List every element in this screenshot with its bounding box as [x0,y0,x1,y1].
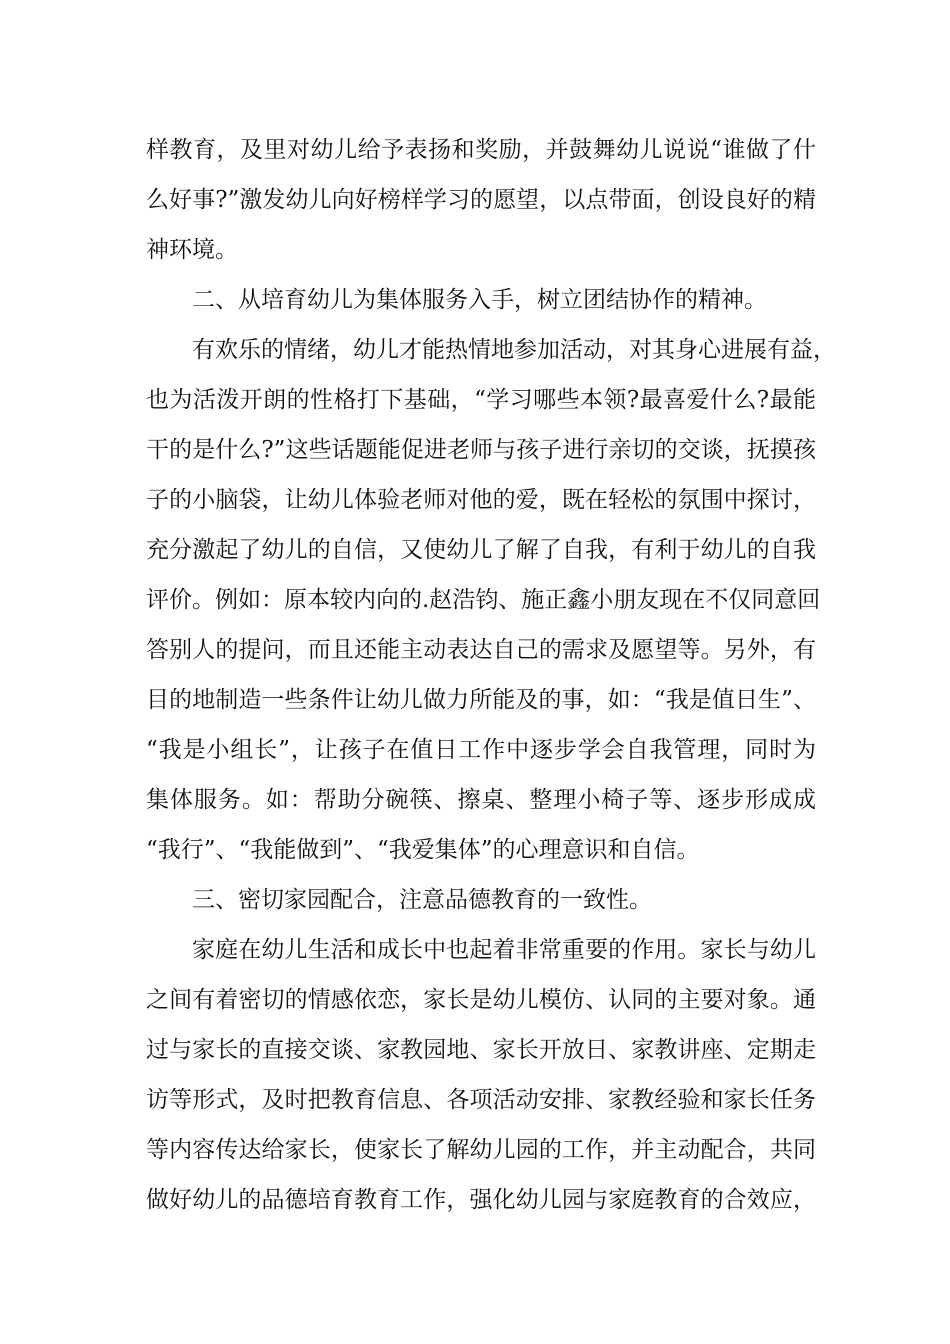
text-line: 神环境。 [146,237,238,263]
text-line: 过与家长的直接交谈、家教园地、家长开放日、家教讲座、定期走 [146,1037,816,1063]
text-line: 目的地制造一些条件让幼儿做力所能及的事，如：“我是值日生”、 [146,687,816,713]
text-line: 之间有着密切的情感依恋，家长是幼儿模仿、认同的主要对象。通 [146,987,816,1013]
text-line: “我是小组长”，让孩子在值日工作中逐步学会自我管理，同时为 [146,737,816,763]
text-line: 访等形式，及时把教育信息、各项活动安排、家教经验和家长任务 [146,1087,816,1113]
text-line: 也为活泼开朗的性格打下基础，“学习哪些本领?最喜爱什么?最能 [146,387,816,413]
text-line: 么好事?”激发幼儿向好榜样学习的愿望，以点带面，创设良好的精 [146,187,816,213]
text-line: 评价。例如：原本较内向的.赵浩钧、施正鑫小朋友现在不仅同意回 [146,587,821,613]
text-line: 等内容传达给家长，使家长了解幼儿园的工作，并主动配合，共同 [146,1137,816,1163]
text-line: 充分激起了幼儿的自信，又使幼儿了解了自我，有利于幼儿的自我 [146,537,816,563]
text-line: 集体服务。如：帮助分碗筷、擦桌、整理小椅子等、逐步形成成 [146,787,816,813]
text-line: 样教育，及里对幼儿给予表扬和奖励，并鼓舞幼儿说说“谁做了什 [146,137,816,163]
text-line: 答别人的提问，而且还能主动表达自己的需求及愿望等。另外，有 [146,637,816,663]
text-line: 做好幼儿的品德培育教育工作，强化幼儿园与家庭教育的合效应， [146,1187,816,1213]
text-line: 干的是什么?”这些话题能促进老师与孩子进行亲切的交谈，抚摸孩 [146,437,816,463]
section-heading: 三、密切家园配合，注意品德教育的一致性。 [192,887,652,913]
text-line: “我行”、“我能做到”、“我爱集体”的心理意识和自信。 [146,837,700,863]
text-line: 子的小脑袋，让幼儿体验老师对他的爱，既在轻松的氛围中探讨， [146,487,816,513]
text-line: 家庭在幼儿生活和成长中也起着非常重要的作用。家长与幼儿 [192,937,816,963]
text-line: 有欢乐的情绪，幼儿才能热情地参加活动，对其身心进展有益， [192,337,836,363]
section-heading: 二、从培育幼儿为集体服务入手，树立团结协作的精神。 [192,287,767,313]
